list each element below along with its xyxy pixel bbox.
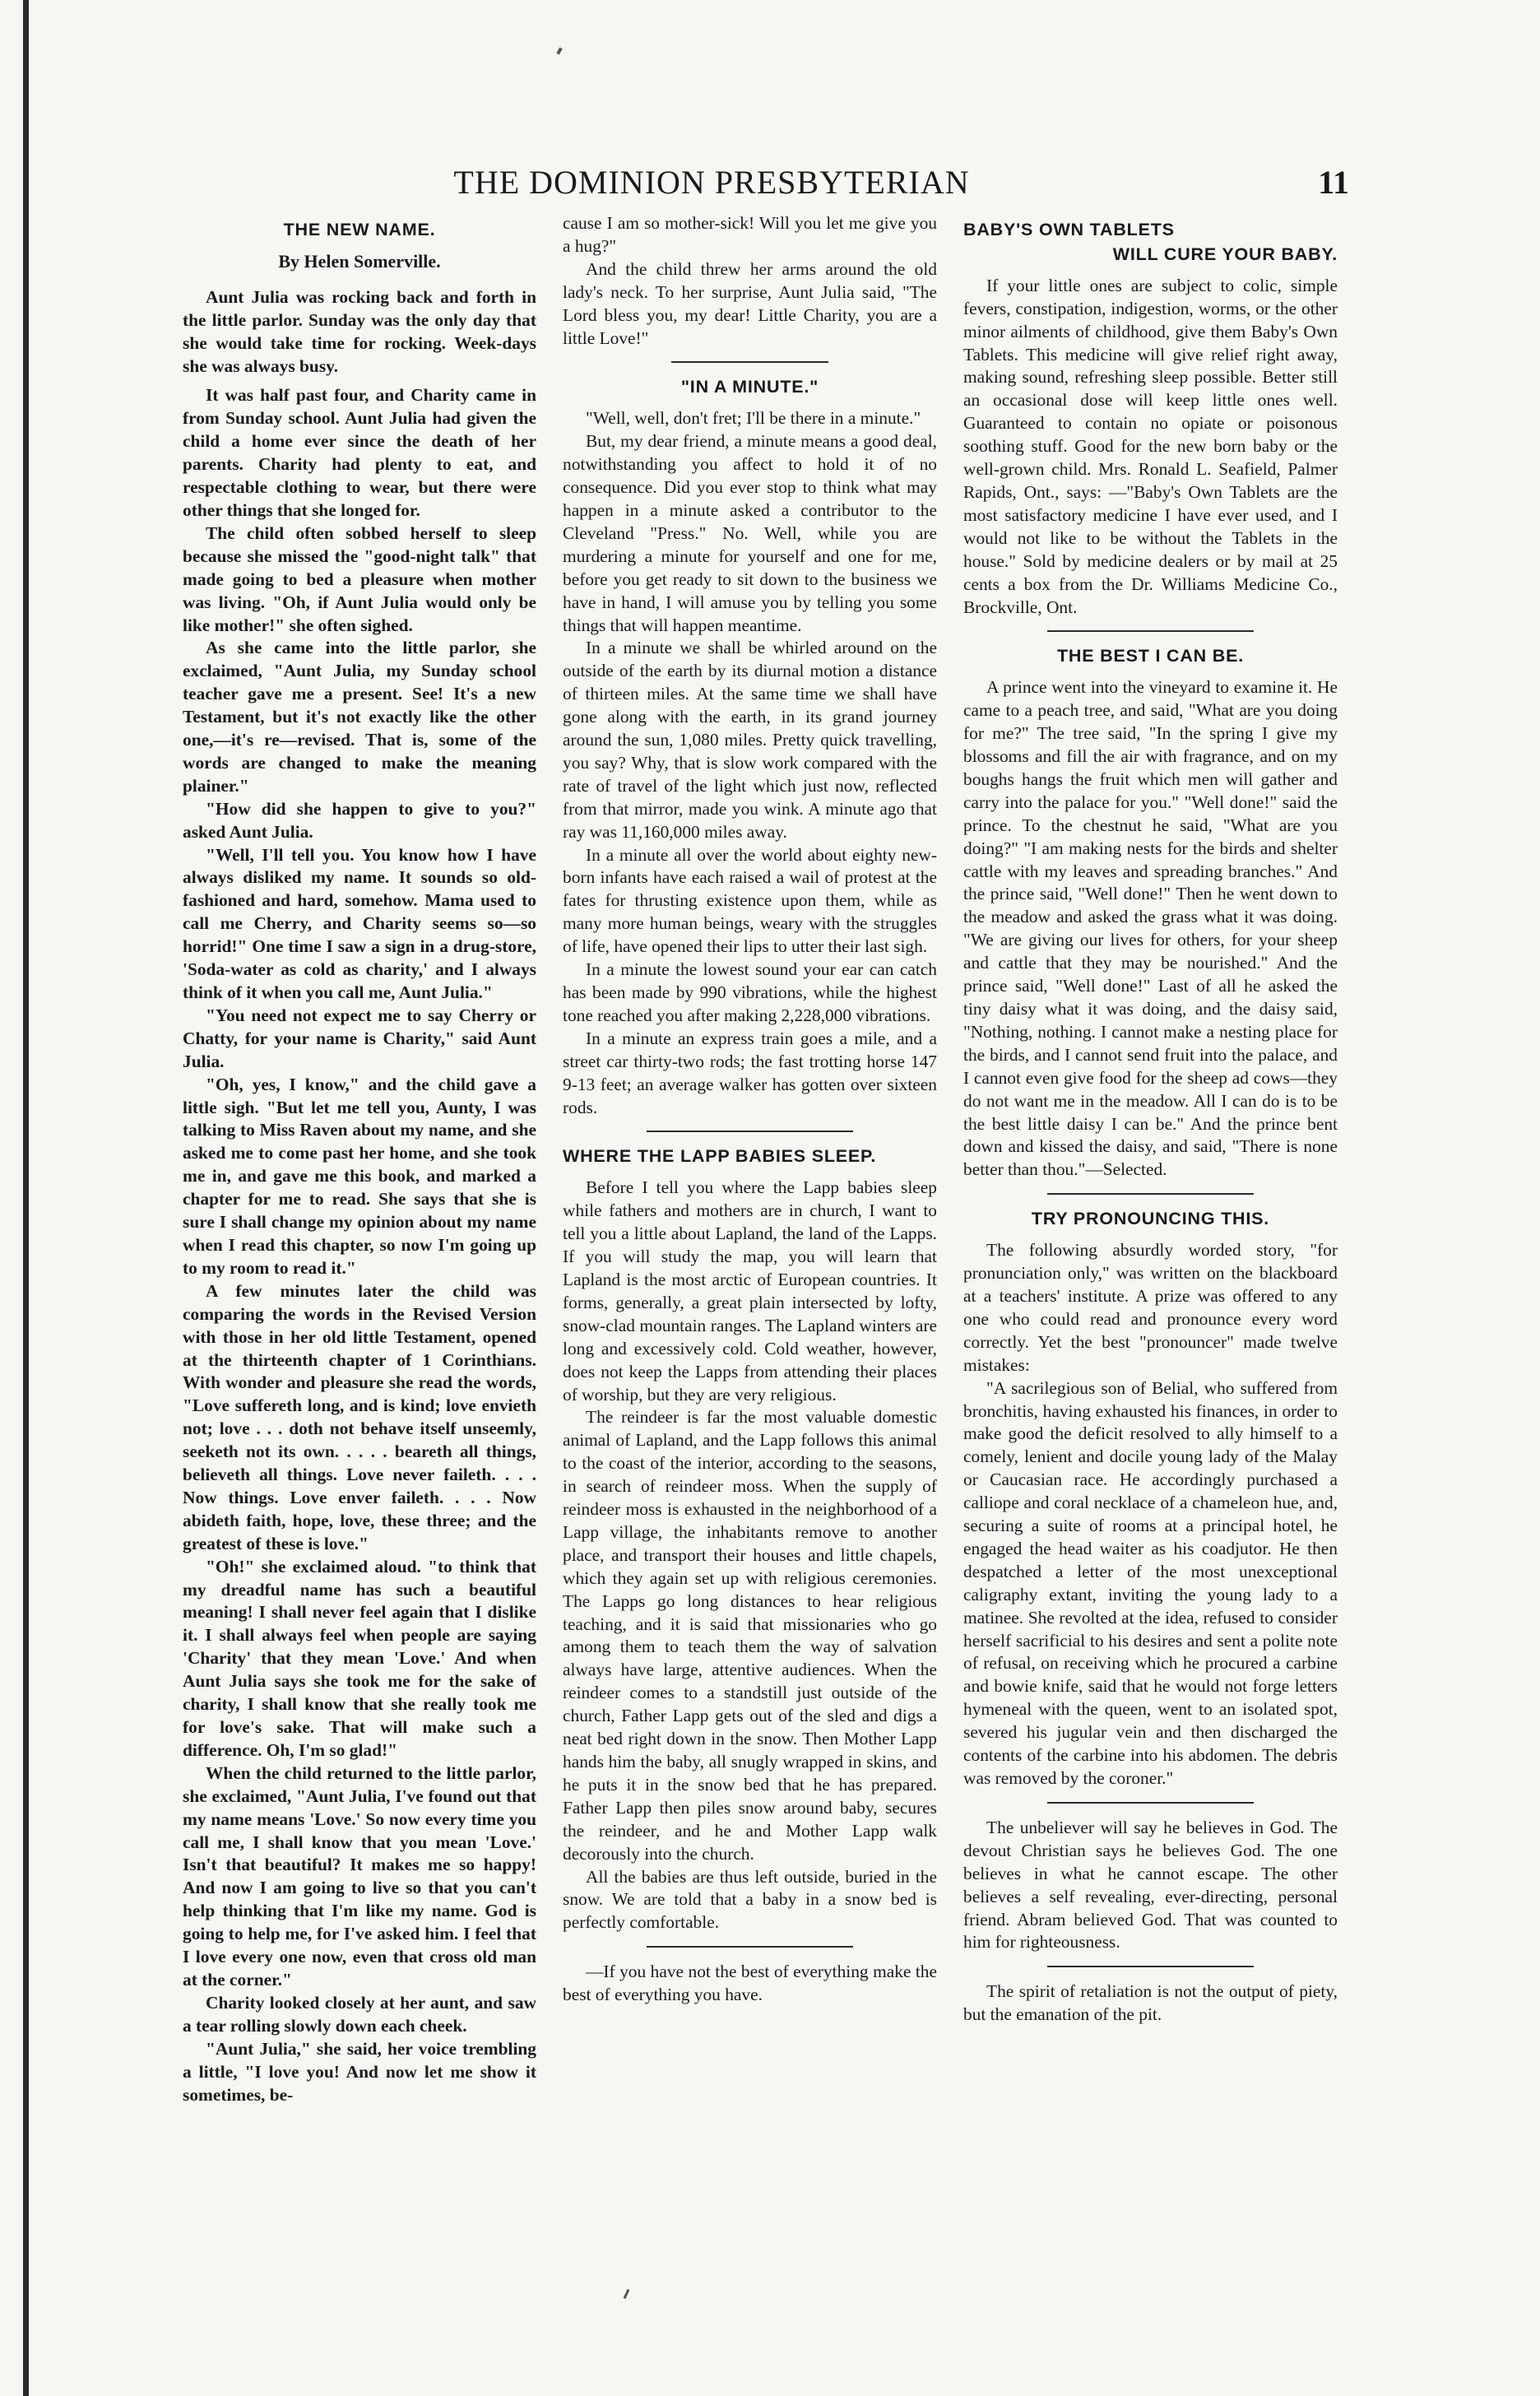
paragraph: As she came into the little parlor, she exclaimed, "Aunt Julia, my Sunday school teacher gave me a present. See! It's a new Testament, but it's not exactly like the other one,—it's re—revised. That is, some of the words are changed to make the meaning plainer." bbox=[183, 638, 536, 796]
paragraph: When the child returned to the little parlor, she exclaimed, "Aunt Julia, I've found out that my name means 'Love.' So now every time you call me, I shall know that you mean 'Love.' Isn't that beautiful? It makes me so happy! And now I am going to live so that you can't help thinking that I'm like my name. God is going to help me, for I've asked him. I feel that I love every one now, even that cross old man at the corner." bbox=[183, 1762, 536, 1990]
paragraph: "Oh, yes, I know," and the child gave a little sigh. "But let me tell you, Aunty, I was talking to Miss Raven about my name, and she asked me to come past her home, and she took me in, and gave me this book, and marked a chapter for me to read. She says that she is sure I shall change my opinion about my name when I read this chapter, so now I'm going up to my room to read it." bbox=[183, 1074, 536, 1278]
paragraph: "You need not expect me to say Cherry or Chatty, for your name is Charity," said Aunt Julia. bbox=[183, 1005, 536, 1071]
paragraph: Before I tell you where the Lapp babies sleep while fathers and mothers are in church, I want to tell you a little about Lapland, the land of the Lapps. If you will study the map, you will learn that Lapland is the most arctic of European countries. It forms, generally, a great plain intersected by lofty, snow-clad mountain ranges. The Lapland winters are long and excessively cold. Cold weather, however, does not keep the Lapps from attending their places of worship, but they are very religious. bbox=[563, 1177, 937, 1405]
section-divider bbox=[1047, 630, 1253, 632]
section-divider bbox=[671, 361, 828, 363]
paragraph: Charity looked closely at her aunt, and saw a tear rolling slowly down each cheek. bbox=[183, 1992, 536, 2036]
page-binding-edge bbox=[23, 0, 29, 2396]
paragraph: The spirit of retaliation is not the output of piety, but the emanation of the pit. bbox=[963, 1981, 1338, 2025]
paragraph: "Well, I'll tell you. You know how I have always disliked my name. It sounds so old-fashioned and hard, somehow. Mama used to call me Cherry, and Charity seems so—so horrid!" One time I saw a sign in a drug-store, 'Soda-water as cold as charity,' and I always think of it when you call me, Aunt Julia." bbox=[183, 844, 536, 1002]
article-heading-try-pronouncing: TRY PRONOUNCING THIS. bbox=[1031, 1209, 1270, 1229]
ink-speck bbox=[556, 48, 562, 55]
paragraph: All the babies are thus left outside, buried in the snow. We are told that a baby in a snow bed is perfectly comfortable. bbox=[563, 1866, 937, 1933]
paragraph: It was half past four, and Charity came in from Sunday school. Aunt Julia had given the child a home ever since the death of her parents. Charity had plenty to eat, and respectable clothing to wear, but there were other things that she longed for. bbox=[183, 385, 536, 520]
paragraph: If your little ones are subject to colic, simple fevers, constipation, indigestion, worms, or the other minor ailments of childhood, give them Baby's Own Tablets. This medicine will give relief right away, making sound, refreshing sleep possible. Better still an occasional dose will keep little ones well. Guaranteed to contain no opiate or poisonous soothing stuff. Good for the new born baby or the well-grown child. Mrs. Ronald L. Seafield, Palmer Rapids, Ont., says: —"Baby's Own Tablets are the most satisfactory medicine I have ever used, and I would not like to be without the Tablets in the house." Sold by medicine dealers or by mail at 25 cents a box from the Dr. Williams Medicine Co., Brockville, Ont. bbox=[963, 275, 1338, 617]
paragraph: "Oh!" she exclaimed aloud. "to think that my dreadful name has such a beautiful meaning! I shall never feel again that I dislike it. I shall always feel when people are saying 'Charity' that they mean 'Love.' And when Aunt Julia says she took me for the sake of charity, I shall know that she really took me for love's sake. That will make such a difference. Oh, I'm so glad!" bbox=[183, 1556, 536, 1760]
page-header bbox=[82, 163, 1349, 211]
article-heading-new-name: THE NEW NAME. bbox=[283, 220, 436, 239]
paragraph: A prince went into the vineyard to examine it. He came to a peach tree, and said, "What are you doing for me?" The tree said, "In the spring I give my blossoms and fill the air with fragrance, and on my boughs hangs the fruit which men will gather and carry into the palace for you." "Well done!" said the prince. To the chestnut he said, "What are you doing?" "I am making nests for the birds and shelter cattle with my leaves and spreading branches." And the prince said, "Well done!" Then he went down to the meadow and asked the grass what it was doing. "We are giving our lives for others, for your sheep and cattle that they may be nourished." And the prince said, "Well done!" Last of all he asked the tiny daisy what it was doing, and the daisy said, "Nothing, nothing. I cannot make a nesting place for the birds, and I cannot send fruit into the palace, and I cannot even give food for the sheep ad cows—they do not want me in the meadow. All I can do is to be the best little daisy I can be." And the prince bent down and kissed the daisy, and said, "There is none better than thou."—Selected. bbox=[963, 677, 1338, 1180]
paragraph: "Aunt Julia," she said, her voice trembling a little, "I love you! And now let me show it sometimes, be- bbox=[183, 2038, 536, 2105]
column-3 bbox=[963, 212, 1338, 2319]
paragraph: And the child threw her arms around the old lady's neck. To her surprise, Aunt Julia said, "The Lord bless you, my dear! Little Charity, you are a little Love!" bbox=[563, 258, 937, 348]
column-2 bbox=[563, 212, 937, 2319]
paragraph: The following absurdly worded story, "for pronunciation only," was written on the blackboard at a teachers' institute. A prize was offered to any one who could read and pronounce every word correctly. Yet the best "pronouncer" made twelve mistakes: bbox=[963, 1240, 1338, 1375]
paragraph: The reindeer is far the most valuable domestic animal of Lapland, and the Lapp follows this animal to the coast of the interior, according to the seasons, in search of reindeer moss. When the supply of reindeer moss is exhausted in the neighborhood of a Lapp village, the inhabitants remove to another place, and transport their houses and little chapels, which they again set up with religious ceremonies. The Lapps go long distances to hear religious teaching, and it is said that missionaries who go among them to teach them the way of salvation always have large, attentive audiences. When the reindeer comes to a standstill just outside of the church, Father Lapp gets out of the sled and digs a neat bed right down in the snow. Then Mother Lapp hands him the baby, all snugly wrapped in skins, and he puts it in the snow bed that he has prepared. Father Lapp then piles snow around baby, secures the reindeer, and he and Mother Lapp walk decorously into the church. bbox=[563, 1407, 937, 1864]
paragraph: In a minute the lowest sound your ear can catch has been made by 990 vibrations, while the highest tone reached you after making 2,228,000 vibrations. bbox=[563, 959, 937, 1025]
article-heading-in-a-minute: "IN A MINUTE." bbox=[680, 377, 819, 397]
paragraph: In a minute an express train goes a mile, and a street car thirty-two rods; the fast trotting horse 147 9-13 feet; an average walker has gotten over sixteen rods. bbox=[563, 1028, 937, 1117]
paragraph: A few minutes later the child was comparing the words in the Revised Version with those in her old little Testament, opened at the thirteenth chapter of 1 Corinthians. With wonder and pleasure she read the words, "Love suffereth long, and is kind; love envieth not; love . . . doth not behave itself unseemly, seeketh not its own. . . . . beareth all things, believeth all things. Love never faileth. . . . Now things. Love enver faileth. . . . Now abideth faith, hope, love, these three; and the greatest of these is love." bbox=[183, 1280, 536, 1553]
section-divider bbox=[647, 1131, 852, 1132]
paragraph: In a minute all over the world about eighty new-born infants have each raised a wail of protest at the fates for thrusting existence upon them, while as many more human beings, weary with the struggles of life, have opened their lips to utter their last sigh. bbox=[563, 844, 937, 957]
paragraph: The unbeliever will say he believes in God. The devout Christian says he believes God. The one believes in what he cannot escape. The other believes a self revealing, ever-directing, personal friend. Abram believed God. That was counted to him for righteousness. bbox=[963, 1817, 1338, 1953]
ad-heading-line-2: WILL CURE YOUR BABY. bbox=[1112, 244, 1338, 264]
section-divider bbox=[1047, 1802, 1253, 1804]
paragraph: "A sacrilegious son of Belial, who suffered from bronchitis, having exhausted his finances, in order to make good the deficit resolved to ally himself to a comely, lenient and docile young lady of the Malay or Caucasian race. He accordingly purchased a calliope and coral necklace of a chameleon hue, and, securing a suite of rooms at a principal hotel, he engaged the head waiter as his coadjutor. He then despatched a letter of the most unexceptional caligraphy extant, inviting the young lady to a matinee. She revolted at the idea, refused to consider herself sacrificial to his desires and sent a polite note of refusal, on receiving which he procured a carbine and bowie knife, said that he would not forge letters hymeneal with the queen, went to an isolated spot, severed his jugular vein and then discharged the contents of the carbine into his abdomen. The debris was removed by the coroner." bbox=[963, 1377, 1338, 1788]
page-number: 11 bbox=[1318, 164, 1349, 201]
newspaper-title: THE DOMINION PRESBYTERIAN bbox=[453, 164, 970, 201]
paragraph: In a minute we shall be whirled around on the outside of the earth by its diurnal motion a distance of thirteen miles. At the same time we shall have gone along with the earth, in its grand journey around the sun, 1,080 miles. Pretty quick travelling, you say? Why, that is slow work compared with the rate of travel of the light which just now, reflected from that mirror, made you wink. A minute ago that ray was 11,160,000 miles away. bbox=[563, 638, 937, 842]
paragraph: "Well, well, don't fret; I'll be there in a minute." bbox=[586, 408, 921, 429]
article-heading-lapp-babies: WHERE THE LAPP BABIES SLEEP. bbox=[563, 1146, 877, 1167]
paragraph: Aunt Julia was rocking back and forth in the little parlor. Sunday was the only day that she would take time for rocking. Week-days she was always busy. bbox=[183, 286, 536, 376]
article-heading-best-i-can-be: THE BEST I CAN BE. bbox=[1056, 646, 1245, 666]
ad-heading-line-1: BABY'S OWN TABLETS bbox=[963, 220, 1175, 239]
article-byline: By Helen Somerville. bbox=[278, 250, 441, 272]
closing-note: —If you have not the best of everything make the best of everything you have. bbox=[563, 1962, 937, 2005]
section-divider bbox=[1047, 1966, 1253, 1967]
section-divider bbox=[647, 1946, 852, 1948]
paragraph: "How did she happen to give to you?" asked Aunt Julia. bbox=[183, 798, 536, 842]
column-1 bbox=[183, 212, 536, 2319]
section-divider bbox=[1047, 1193, 1253, 1195]
paragraph: cause I am so mother-sick! Will you let me give you a hug?" bbox=[563, 213, 937, 256]
paragraph: But, my dear friend, a minute means a good deal, notwithstanding you affect to hold it of no consequence. Did you ever stop to think what may happen in a minute asked a contributor to the Cleveland "Press." No. Well, while you are murdering a minute for yourself and one for me, before you get ready to sit down to the business we have in hand, I will amuse you by telling you some things that will happen meantime. bbox=[563, 431, 937, 635]
paragraph: The child often sobbed herself to sleep because she missed the "good-night talk" that made going to bed a pleasure when mother was living. "Oh, if Aunt Julia would only be like mother!" she often sighed. bbox=[183, 522, 536, 635]
